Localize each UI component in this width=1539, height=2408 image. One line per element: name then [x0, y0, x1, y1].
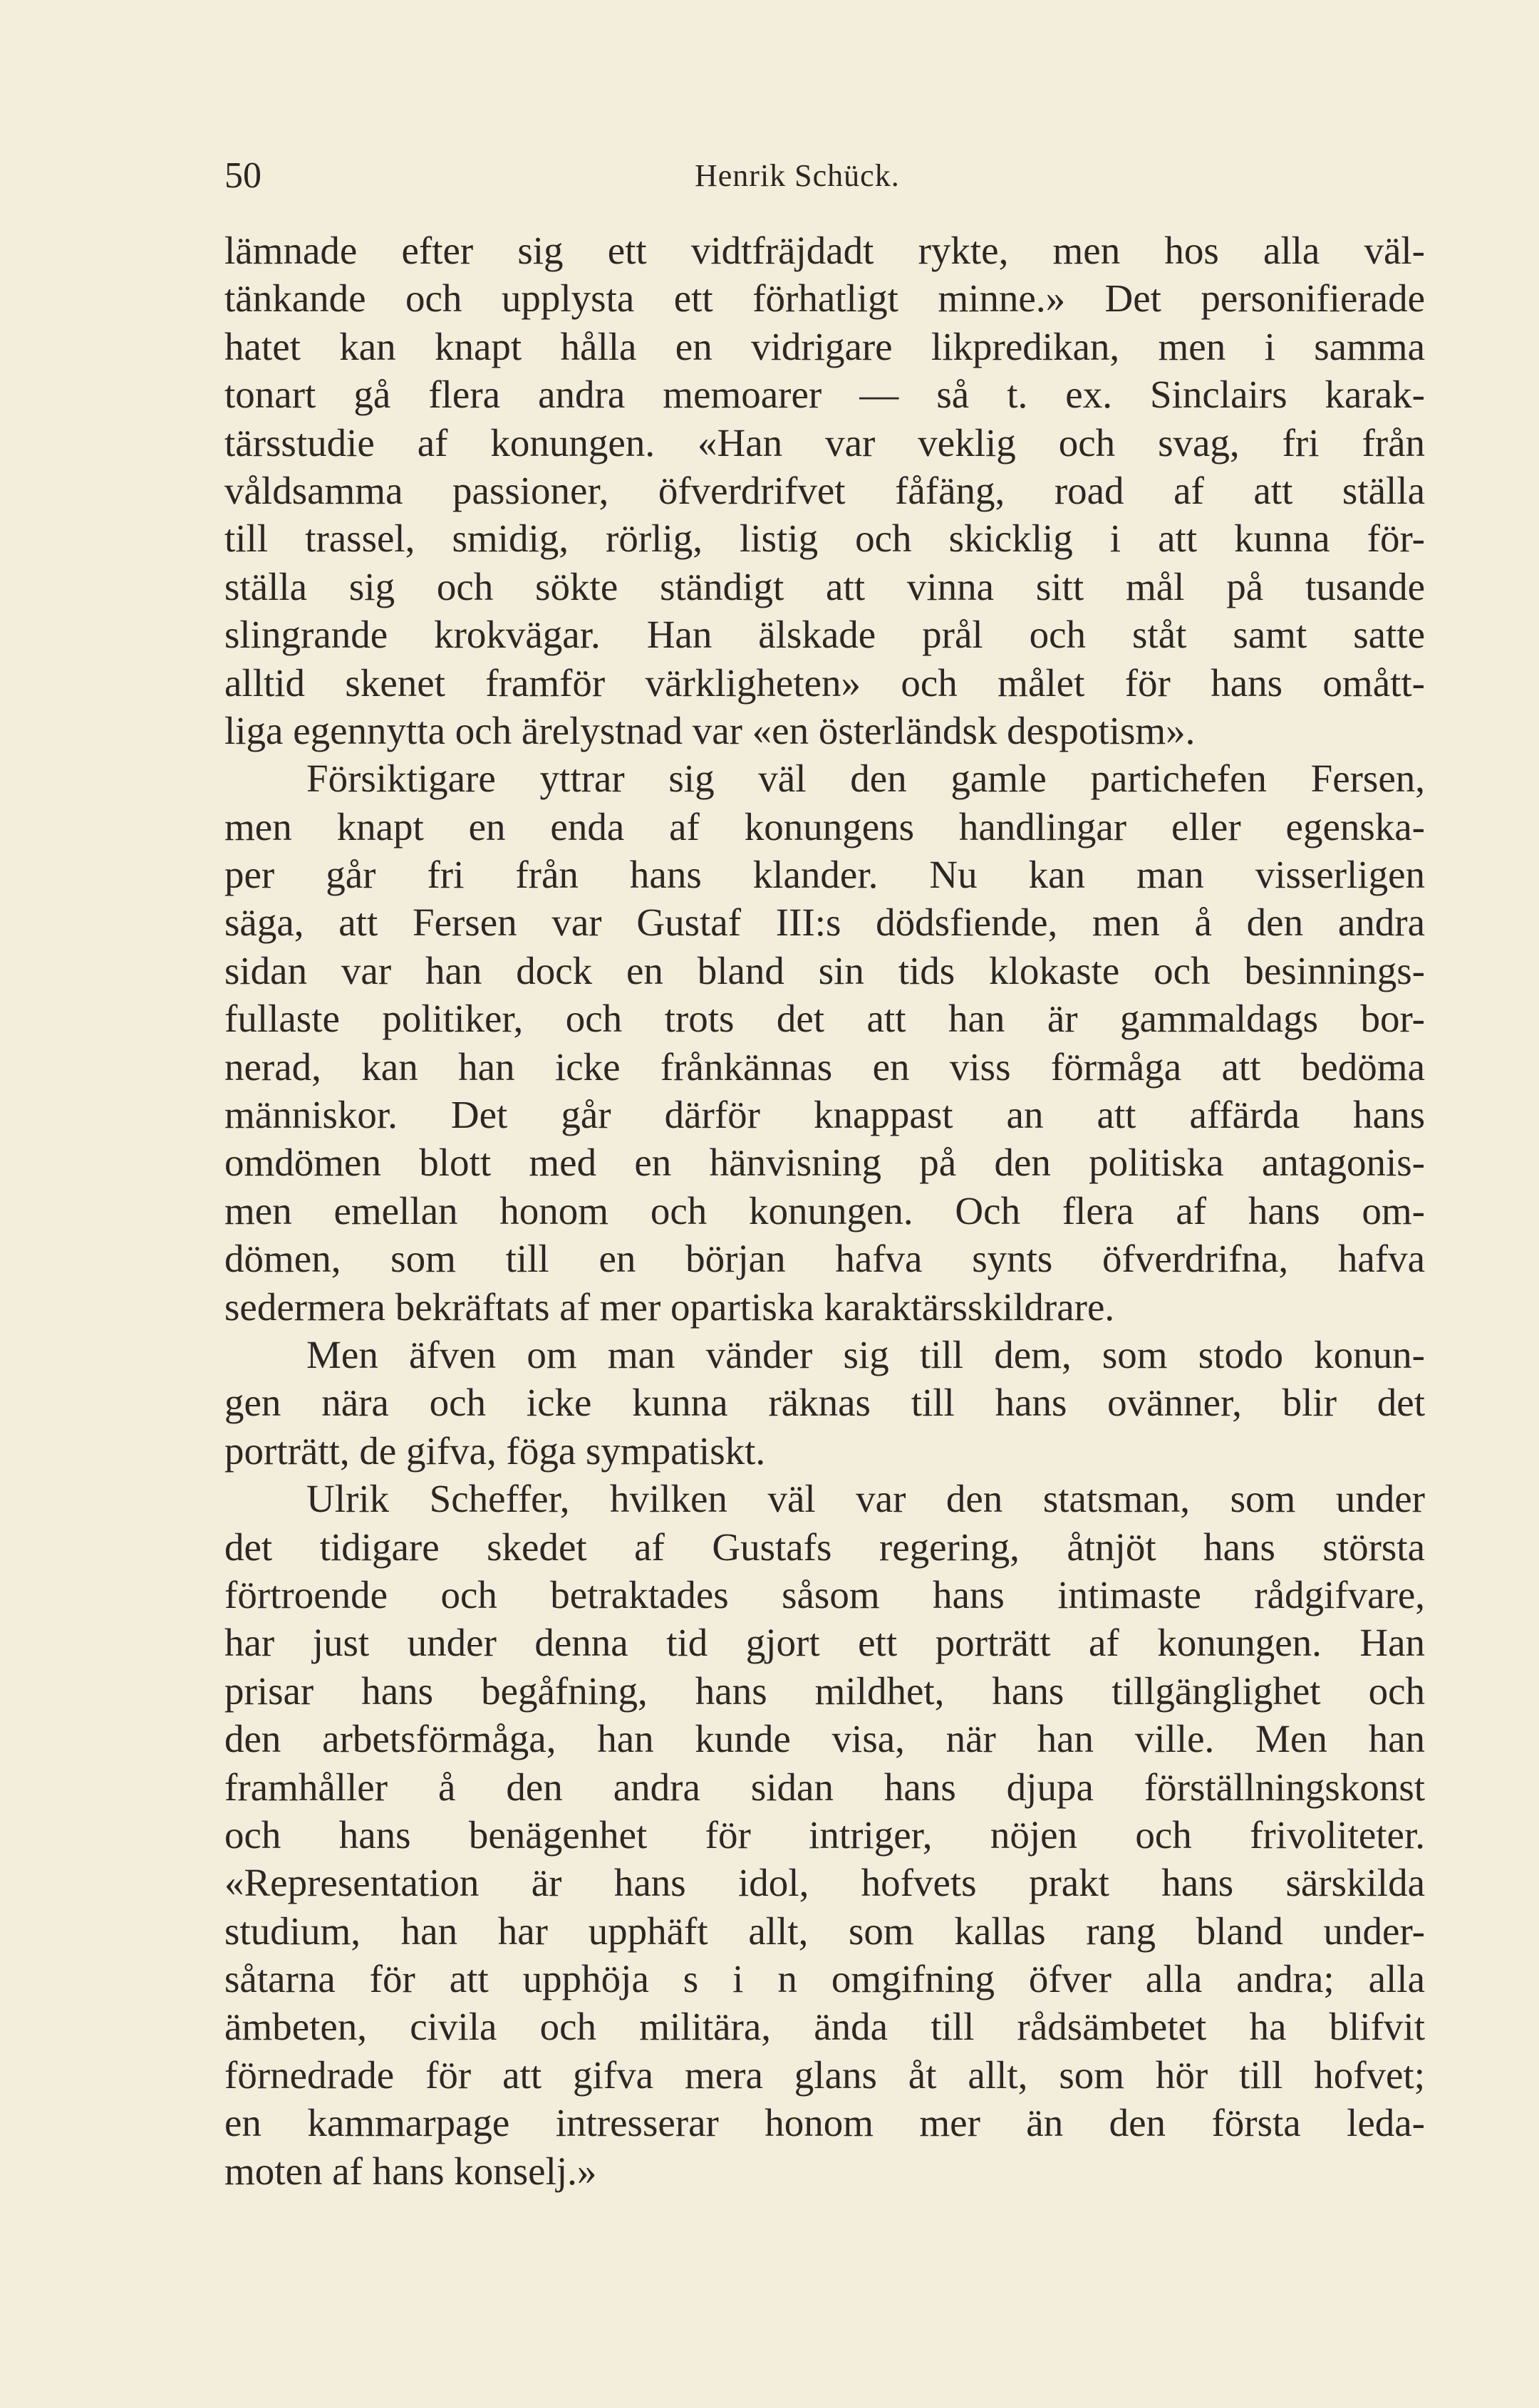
text-line: men emellan honom och konungen. Och flera af hans om-: [224, 1188, 1425, 1232]
body-text: [224, 227, 1425, 2195]
text-line: tärsstudie af konungen. «Han var veklig och svag, fri från: [224, 420, 1425, 465]
text-line: framhåller å den andra sidan hans djupa förställningskonst: [224, 1765, 1425, 1809]
text-line: Ulrik Scheffer, hvilken väl var den statsman, som under: [306, 1477, 1425, 1521]
running-head: [224, 151, 1425, 201]
text-line: våldsamma passioner, öfverdrifvet fåfäng, road af att ställa: [224, 468, 1425, 512]
paragraph-1: [224, 227, 1425, 754]
running-title: Henrik Schück.: [695, 158, 900, 193]
text-line: Men äfven om man vänder sig till dem, som stodo konun-: [306, 1332, 1425, 1376]
text-line: den arbetsförmåga, han kunde visa, när han ville. Men han: [224, 1717, 1425, 1761]
text-line: per går fri från hans klander. Nu kan man visserligen: [224, 853, 1425, 897]
text-line: dömen, som till en början hafva synts öfverdrifna, hafva: [224, 1237, 1425, 1281]
text-line: förnedrade för att gifva mera glans åt allt, som hör till hofvet;: [224, 2052, 1425, 2097]
paragraph-4: [224, 1475, 1425, 2195]
text-line: har just under denna tid gjort ett porträtt af konungen. Han: [224, 1621, 1425, 1665]
text-line: och hans benägenhet för intriger, nöjen och frivoliteter.: [224, 1812, 1425, 1857]
text-line: förtroende och betraktades såsom hans intimaste rådgifvare,: [224, 1572, 1425, 1616]
text-line: alltid skenet framför värkligheten» och målet för hans omått-: [224, 660, 1425, 705]
text-line: tonart gå flera andra memoarer — så t. ex. Sinclairs karak-: [224, 373, 1425, 417]
text-line: nerad, kan han icke frånkännas en viss förmåga att bedöma: [224, 1044, 1425, 1089]
text-line: men knapt en enda af konungens handlingar eller egenska-: [224, 804, 1425, 848]
text-line: porträtt, de gifva, föga sympatiskt.: [224, 1428, 766, 1473]
text-line: liga egennytta och ärelystnad var «en österländsk despotism».: [224, 708, 1196, 752]
text-line: ställa sig och sökte ständigt att vinna sitt mål på tusande: [224, 564, 1425, 608]
text-line: människor. Det går därför knappast an att affärda hans: [224, 1093, 1425, 1137]
paragraph-3: [224, 1331, 1425, 1475]
text-line: säga, att Fersen var Gustaf III:s dödsfiende, men å den andra: [224, 901, 1425, 945]
text-line: moten af hans konselj.»: [224, 2149, 597, 2193]
text-line: en kammarpage intresserar honom mer än den första leda-: [224, 2101, 1425, 2145]
text-line: lämnade efter sig ett vidtfräjdadt rykte, men hos alla väl-: [224, 229, 1425, 272]
text-line: Försiktigare yttrar sig väl den gamle partichefen Fersen,: [306, 757, 1425, 801]
text-line: sidan var han dock en bland sin tids klokaste och besinnings-: [224, 948, 1425, 992]
text-line: det tidigare skedet af Gustafs regering, åtnjöt hans största: [224, 1525, 1425, 1569]
text-line: hatet kan knapt hålla en vidrigare likpredikan, men i samma: [224, 324, 1425, 368]
text-line: såtarna för att upphöja s i n omgifning öfver alla andra; alla: [224, 1957, 1425, 2001]
text-line: fullaste politiker, och trots det att han är gammaldags bor-: [224, 997, 1425, 1041]
text-line: omdömen blott med en hänvisning på den politiska antagonis-: [224, 1141, 1425, 1185]
text-line: prisar hans begåfning, hans mildhet, hans tillgänglighet och: [224, 1669, 1425, 1713]
text-line: «Representation är hans idol, hofvets prakt hans särskilda: [224, 1861, 1425, 1905]
text-line: tänkande och upplysta ett förhatligt minne.» Det personifierade: [224, 276, 1425, 321]
text-line: gen nära och icke kunna räknas till hans ovänner, blir det: [224, 1381, 1425, 1425]
text-line: slingrande krokvägar. Han älskade prål och ståt samt satte: [224, 613, 1425, 657]
page-number: 50: [224, 155, 261, 196]
paragraph-2: [224, 754, 1425, 1331]
text-line: ämbeten, civila och militära, ända till rådsämbetet ha blifvit: [224, 2005, 1425, 2049]
text-line: sedermera bekräftats af mer opartiska karaktärsskildrare.: [224, 1285, 1115, 1329]
text-line: studium, han har upphäft allt, som kallas rang bland under-: [224, 1909, 1425, 1953]
text-line: till trassel, smidig, rörlig, listig och skicklig i att kunna för-: [224, 517, 1425, 561]
